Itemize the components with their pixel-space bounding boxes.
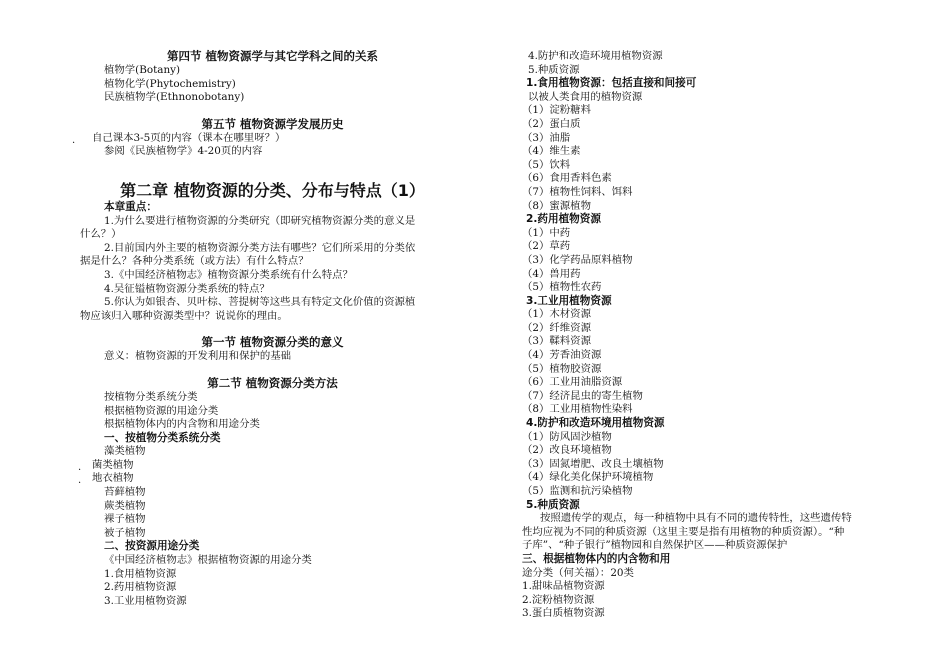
subsection-heading: 一、按植物分类系统分类 [104,431,221,444]
food-item: （7）植物性饲料、饵料 [522,185,633,198]
industrial-item: （8）工业用植物性染料 [522,403,633,416]
subsection-heading: 二、按资源用途分类 [104,540,200,553]
question: 3.《中国经济植物志》植物资源分类系统有什么特点？ [104,268,353,281]
bullet-dot-icon: . [78,461,82,473]
germplasm-paragraph: 子库”、“种子银行”植物园和自然保护区——种质资源保护 [522,539,788,552]
taxon-text: 地衣植物 [92,472,134,485]
environment-item: （2）改良环境植物 [522,444,612,457]
taxon-item [80,472,465,486]
environment-item: （1）防风固沙植物 [522,430,612,443]
section4-title: 第四节 植物资源学与其它学科之间的关系 [166,49,378,63]
question: 5.你认为如银杏、贝叶棕、菩提树等这些具有特定文化价值的资源植 [104,296,416,309]
section5-title: 第五节 植物资源学发展历史 [201,116,344,131]
question: 2.目前国内外主要的植物资源分类方法有哪些？它们所采用的分类依 [104,241,416,254]
food-item: （3）油脂 [522,131,571,144]
food-item: （5）饮料 [522,158,571,171]
method-item: 按植物分类系统分类 [104,390,198,403]
industrial-item: （5）植物胶资源 [522,362,602,375]
industrial-item: （3）鞣料资源 [522,335,591,348]
food-item: （4）维生素 [522,145,581,158]
sec5-text: 自己课本3-5页的内容（课本在哪里呀？） [92,131,286,144]
industrial-item: （2）纤维资源 [522,321,591,334]
environment-item: （5）监测和抗污染植物 [522,485,633,497]
industrial-title: 3.工业用植物资源 [526,294,612,307]
sec4-item: 植物化学(Phytochemistry) [104,77,236,90]
industrial-item: （6）工业用油脂资源 [522,376,623,389]
food-subtitle: 以被人类食用的植物资源 [528,90,643,103]
section2-title: 第二节 植物资源分类方法 [207,375,338,390]
environment-item: （3）固氮增肥、改良土壤植物 [522,457,664,470]
sec5-line: 参阅《民族植物学》4-20页的内容 [104,145,263,158]
left-column [72,0,465,608]
sec5-line [72,131,465,146]
use-item: 3.工业用植物资源 [104,594,187,607]
germplasm-paragraph: 性均应视为不同的种质资源（这里主要是指有用植物的种质资源）。“种 [522,525,845,538]
question-cont: 物应该归入哪种资源类型中？说说你的理由。 [80,309,288,322]
use-intro: 《中国经济植物志》根据植物资源的用途分类 [104,554,312,567]
section3-heading: 三、根据植物体内的内含物和用 [522,552,671,565]
taxon-item: 被子植物 [104,526,146,539]
sec4-item: 民族植物学(Ethnonobotany) [104,91,245,104]
taxon-item: 藻类植物 [104,445,146,458]
food-item: （2）蛋白质 [522,117,581,130]
medicinal-item: （5）植物性农药 [522,281,602,294]
question-cont: 什么？） [80,228,122,241]
significance-text: 意义：植物资源的开发利用和保护的基础 [104,350,292,363]
bullet-dot-icon: . [72,134,76,146]
section1-title: 第一节 植物资源分类的意义 [201,335,344,350]
question-cont: 据是什么？各种分类系统（或方法）有什么特点？ [80,255,309,268]
section3-item: 1.甜味品植物资源 [522,580,605,593]
medicinal-title: 2.药用植物资源 [526,213,601,226]
use-item: 1.食用植物资源 [104,567,177,580]
method-item: 根据植物体内的内含物和用途分类 [104,418,260,431]
use-item: 2.药用植物资源 [104,581,177,594]
taxon-item: 裸子植物 [104,513,146,526]
industrial-item: （4）芳香油资源 [522,349,602,362]
medicinal-item: （4）兽用药 [522,267,581,280]
food-item: （6）食用香料色素 [522,172,612,185]
medicinal-item: （1）中药 [522,226,571,239]
taxon-text: 菌类植物 [92,458,134,471]
section3-item: 2.淀粉植物资源 [522,593,595,606]
right-column [522,0,907,621]
key-points-heading: 本章重点： [104,200,157,213]
industrial-item: （1）木材资源 [522,308,591,321]
method-item: 根据植物资源的用途分类 [104,404,219,417]
germplasm-paragraph: 按照遗传学的观点，每一种植物中具有不同的遗传特性，这些遗传特 [540,512,852,525]
industrial-item: （7）经济昆虫的寄生植物 [522,389,643,402]
taxon-item [80,459,465,473]
question: 1.为什么要进行植物资源的分类研究（即研究植物资源分类的意义是 [104,214,416,227]
resource-type: 4.防护和改造环境用植物资源 [528,50,663,62]
environment-item: （4）绿化美化保护环境植物 [522,471,654,484]
resource-type: 5.种质资源 [528,63,580,76]
germplasm-title: 5.种质资源 [526,498,580,511]
medicinal-item: （2）草药 [522,240,571,253]
food-item: （1）淀粉糖料 [522,104,591,117]
bullet-dot-icon: . [78,475,82,487]
medicinal-item: （3）化学药品原料植物 [522,253,633,266]
environment-title: 4.防护和改造环境用植物资源 [526,417,665,430]
taxon-item: 蕨类植物 [104,499,146,512]
chapter-title: 第二章 植物资源的分类、分布与特点（1） [120,180,425,200]
food-title: 1.食用植物资源：包括直接和间接可 [526,77,697,90]
question: 4.吴征镒植物资源分类系统的特点？ [104,282,270,295]
sec4-item: 植物学(Botany) [104,64,181,76]
section3-subtitle: 途分类（何关福）：20类 [522,566,634,579]
taxon-item: 苔藓植物 [104,486,146,499]
section3-item: 3.蛋白质植物资源 [522,607,605,620]
food-item: （8）蜜源植物 [522,199,591,212]
